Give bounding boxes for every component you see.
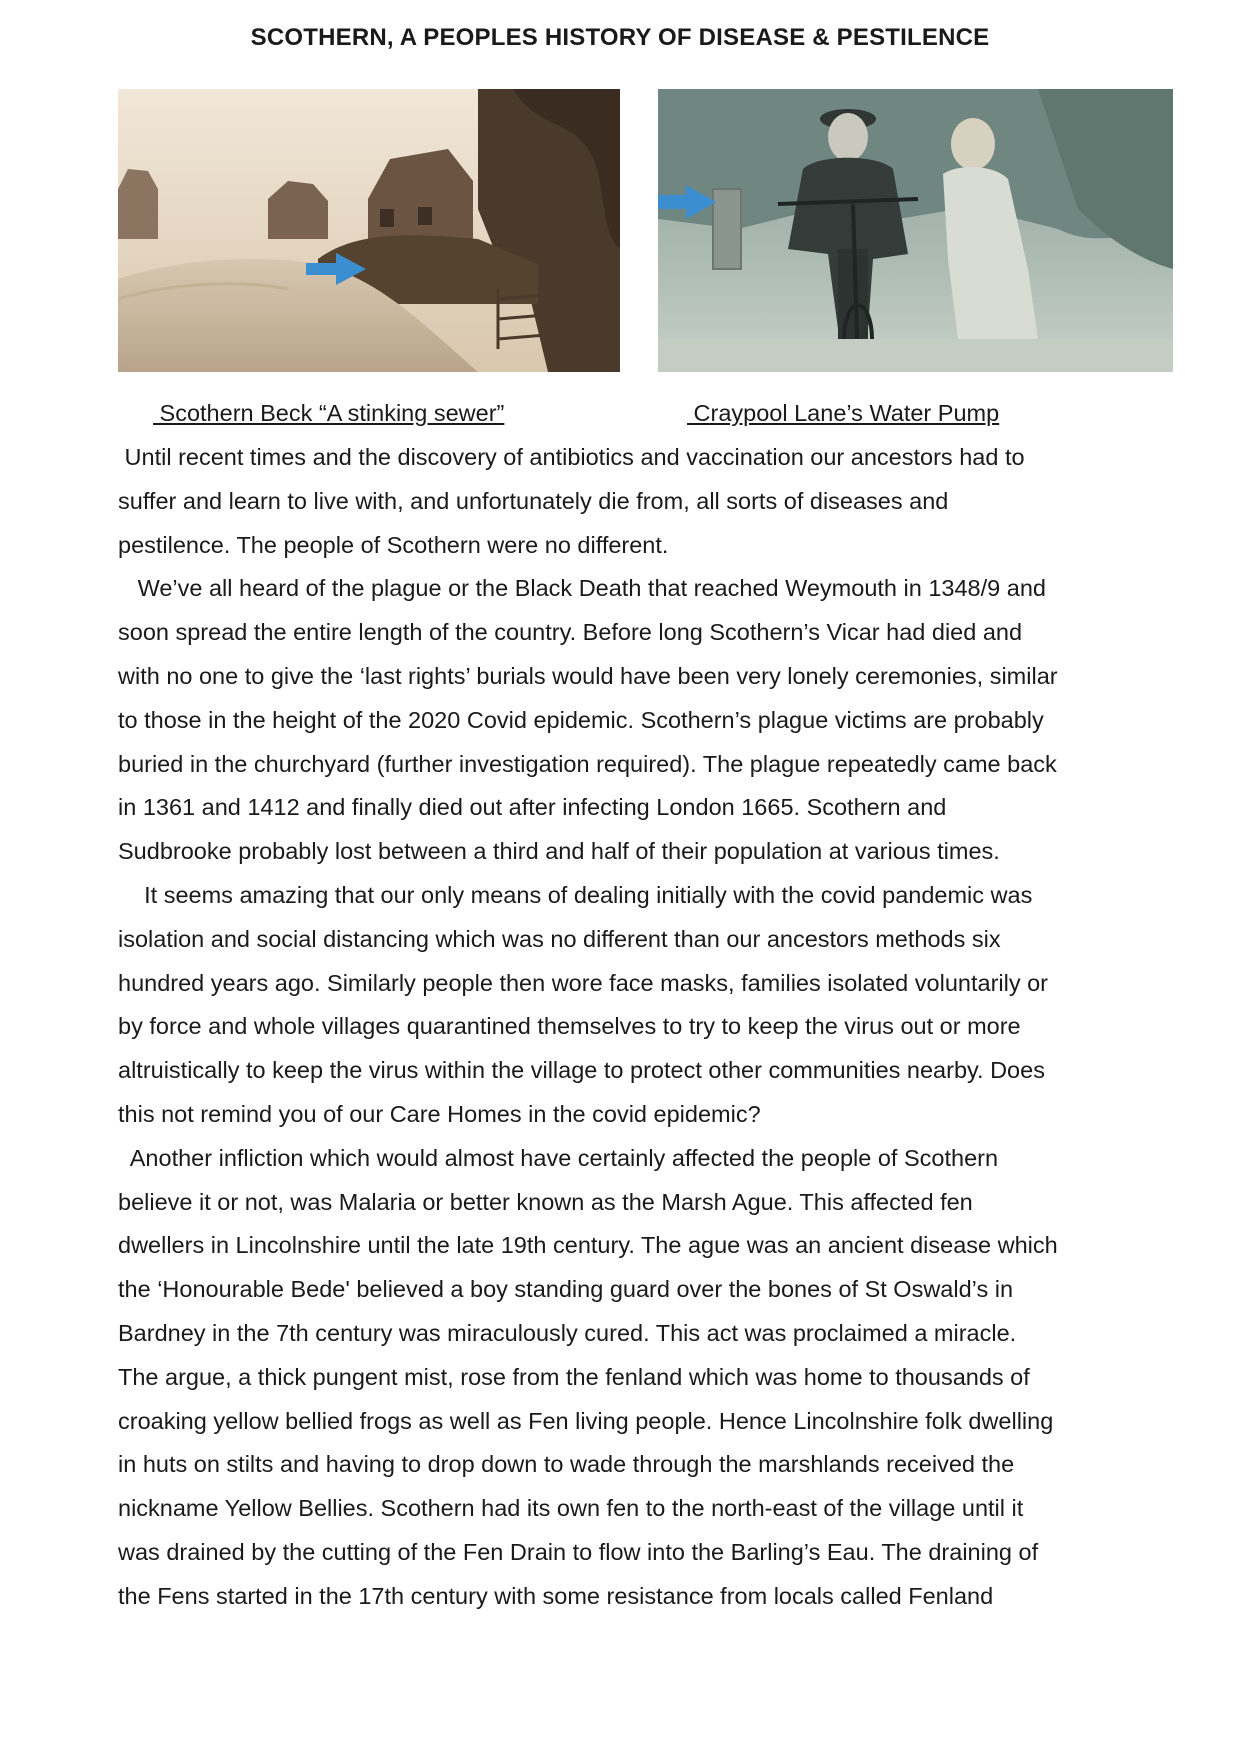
body-text-line: nickname Yellow Bellies. Scothern had its own fen to the north-east of the village until it — [118, 1495, 1024, 1522]
body-text-line: Another infliction which would almost have certainly affected the people of Scothern — [118, 1144, 999, 1171]
body-text-line: buried in the churchyard (further investigation required). The plague repeatedly came back — [118, 750, 1057, 777]
body-text-line: with no one to give the ‘last rights’ burials would have been very lonely ceremonies, similar — [118, 662, 1058, 689]
body-text-line: suffer and learn to live with, and unfortunately die from, all sorts of diseases and — [118, 487, 949, 514]
body-text-line: The argue, a thick pungent mist, rose from the fenland which was home to thousands of — [118, 1363, 1030, 1390]
body-text — [118, 436, 1128, 1619]
body-text-line: in huts on stilts and having to drop down to wade through the marshlands received the — [118, 1451, 1015, 1478]
body-text-line: altruistically to keep the virus within the village to protect other communities nearby. Does — [118, 1057, 1045, 1084]
body-text-line: the ‘Honourable Bede' believed a boy standing guard over the bones of St Oswald’s in — [118, 1276, 1014, 1303]
photo-caption-scothern-beck: Scothern Beck “A stinking sewer” — [153, 400, 505, 426]
body-text-line: the Fens started in the 17th century with some resistance from locals called Fenland — [118, 1582, 994, 1609]
body-text-line: It seems amazing that our only means of dealing initially with the covid pandemic was — [118, 881, 1033, 908]
body-text-line: dwellers in Lincolnshire until the late 19th century. The ague was an ancient disease which — [118, 1232, 1058, 1259]
body-text-line: isolation and social distancing which was no different than our ancestors methods six — [118, 925, 1001, 952]
body-text-line: in 1361 and 1412 and finally died out after infecting London 1665. Scothern and — [118, 794, 947, 821]
body-text-line: Until recent times and the discovery of antibiotics and vaccination our ancestors had to — [118, 444, 1025, 470]
scothern-beck-photo — [118, 89, 620, 372]
body-text-line: by force and whole villages quarantined themselves to try to keep the virus out or more — [118, 1013, 1021, 1040]
body-text-line: Sudbrooke probably lost between a third and half of their population at various times. — [118, 838, 1000, 865]
craypool-lane-pump-photo — [658, 89, 1173, 372]
body-text-line: Bardney in the 7th century was miraculously cured. This act was proclaimed a miracle. — [118, 1319, 1017, 1346]
body-text-line: was drained by the cutting of the Fen Drain to flow into the Barling’s Eau. The draining of — [118, 1538, 1039, 1565]
photo-caption-craypool-lane: Craypool Lane’s Water Pump — [687, 400, 1000, 426]
body-text-line: hundred years ago. Similarly people then wore face masks, families isolated voluntarily or — [118, 969, 1049, 996]
body-text-line: We’ve all heard of the plague or the Black Death that reached Weymouth in 1348/9 and — [118, 575, 1046, 602]
page-title: SCOTHERN, A PEOPLES HISTORY OF DISEASE & PESTILENCE — [250, 24, 990, 51]
body-text-line: pestilence. The people of Scothern were no different. — [118, 531, 669, 558]
body-text-line: this not remind you of our Care Homes in the covid epidemic? — [118, 1100, 761, 1127]
body-text-line: believe it or not, was Malaria or better known as the Marsh Ague. This affected fen — [118, 1188, 973, 1215]
body-text-line: croaking yellow bellied frogs as well as Fen living people. Hence Lincolnshire folk dwelling — [118, 1407, 1054, 1434]
body-text-line: to those in the height of the 2020 Covid epidemic. Scothern’s plague victims are probably — [118, 706, 1044, 733]
body-text-line: soon spread the entire length of the country. Before long Scothern’s Vicar had died and — [118, 619, 1023, 646]
